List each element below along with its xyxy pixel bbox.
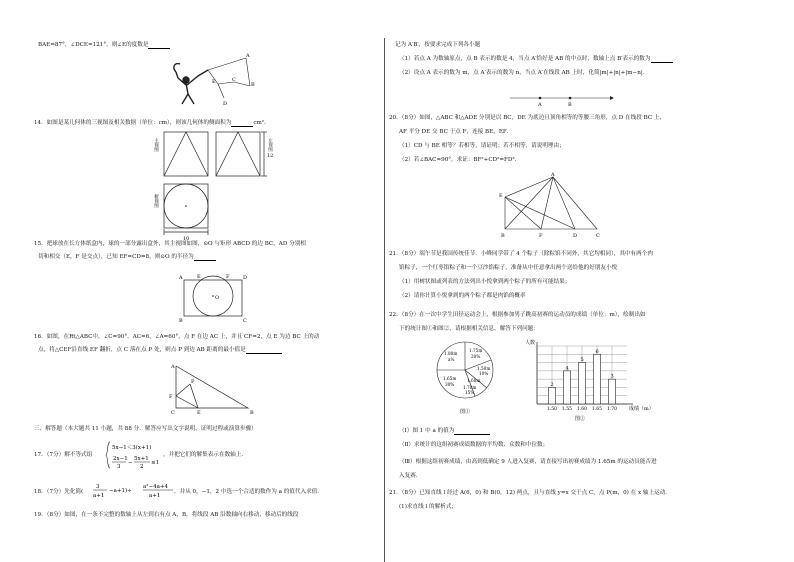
top-view-label: 俯视图	[153, 194, 159, 208]
q14-text: 14．如图是某几何体的三视图及相关数据（单位：cm），则该几何体的侧面积为 cm²．	[34, 120, 270, 126]
point-label-B: B	[250, 410, 254, 416]
q21a-line2: 馅粽子，一个红枣馅粽子和一个豆沙馅粽子，准备从中任意拿出两个送给他的好朋友小悦	[399, 265, 618, 271]
q22-line1: 22．（8分）在一次中学生田径运动会上，根据参加男子跳高初赛的运动员的成绩（单位：m），绘制出如	[389, 312, 646, 318]
pie-chart	[435, 340, 515, 420]
point-label-A: A	[246, 53, 250, 59]
x-tick-label: 1.65	[592, 407, 603, 412]
three-view-figure	[146, 130, 286, 240]
point-label-E: E	[197, 410, 201, 416]
dimension-width: 10	[183, 236, 190, 242]
q15-line1: 15．把球放在长方体纸盒内，球的一部分露出盒外，其主视图如图，⊙O 与矩形 ABCD 的边 BC，AD 分别相	[34, 241, 306, 247]
bar-chart	[525, 338, 665, 423]
q15-figure	[178, 272, 258, 322]
q13-figure	[168, 52, 288, 112]
point-label-A: A	[171, 364, 175, 370]
pie-label: 20%	[471, 354, 481, 359]
column-divider	[384, 38, 385, 562]
point-label-A: A	[551, 172, 555, 178]
y-axis-label: 人数	[525, 340, 536, 346]
pie-label: 1.80m	[444, 351, 458, 356]
dimension-height: 12	[267, 153, 274, 159]
pie-label: 1.70m	[463, 385, 477, 390]
q22-part3-cont: 入复赛．	[399, 473, 422, 479]
pie-label: a%	[448, 357, 455, 362]
q21a-line4: （2）请你计算小悦拿到的两个粽子都是肉馅的概率	[399, 293, 526, 299]
point-label-F: F	[169, 394, 173, 400]
q19-part1: （1）若点 A 为数轴原点，点 B 表示的数是 4，当点 A′恰好是 AB 的中点时，数轴上点 B′表示的数为	[399, 56, 673, 63]
side-view-label: 左视图	[267, 138, 273, 152]
q17-prefix: 17．（7分）解不等式组	[34, 452, 93, 458]
point-label-C: C	[596, 233, 600, 239]
q21b-line2: (1)求直线 l 的解析式；	[399, 504, 458, 510]
point-label-O: O	[215, 295, 220, 301]
q17-suffix: ，并把它们的解集表示在数轴上．	[163, 452, 247, 458]
bar-value-label: 6	[595, 348, 599, 355]
bar-value-label: 4	[565, 365, 569, 372]
inequality-2-num2: 5x+1	[134, 456, 149, 462]
answer-blank	[231, 121, 253, 127]
point-label-A: A	[179, 275, 183, 281]
answer-blank	[246, 348, 282, 354]
pie-label: 1.60m	[467, 378, 481, 383]
inequality-2-den1: 3	[117, 464, 121, 470]
pie-label: 1.65m	[443, 376, 457, 381]
pie-label: 1.75m	[469, 348, 483, 353]
point-label-F: F	[539, 233, 543, 239]
point-label-C: C	[232, 77, 236, 83]
q19-text: 19．（8分）如图，在一条不完整的数轴上从左到右有点 A，B，将线段 AB 沿数轴向右移动，移动后的线段	[34, 512, 299, 518]
q18-suffix: ，并从 0，−1，2 中选一个合适的数作为 a 的值代入求值．	[174, 489, 323, 495]
point-label-E: E	[212, 79, 216, 85]
q20-line3: （1）CD 与 BE 相等？若相等，请证明；若不相等，请说明理由；	[399, 143, 565, 149]
q21a-line1: 21．（8分）端午节是我国传统佳节．小峰同学带了 4 个粽子（除粽馅不同外，其它均相同），其中有两个肉	[389, 251, 653, 257]
chart-ticks	[547, 406, 617, 412]
bar	[609, 379, 616, 404]
point-label-B: B	[251, 82, 255, 88]
inequality-2-num1: 2x−1	[113, 456, 128, 462]
pie-label: 15%	[465, 390, 475, 395]
figure-1-caption: 图①	[460, 409, 471, 415]
q19-part2: （2）设点 A 表示的数为 m，点 A′表示的数为 n，当点 A′在线段 AB 上时，化简|m|+|n|+|m−n|．	[399, 70, 649, 76]
figure-2-caption: 图②	[575, 416, 586, 422]
point-label-D: D	[243, 275, 248, 281]
inequality-1: 5x−1＜3(x+1)	[112, 445, 152, 451]
q15-line2: 切和相交（E，F 是交点），已知 EF=CD=8，则⊙O 的半径为	[38, 254, 216, 261]
fraction-2-denominator: a+1	[149, 493, 161, 499]
x-tick-label: 1.50	[547, 407, 558, 412]
q18-prefix: 18．（7分）先化简(	[34, 489, 84, 495]
point-label-B: B	[501, 233, 505, 239]
bar	[594, 354, 601, 404]
q19-continued: 记为 A′B′，按要求完成下列各小题	[395, 42, 481, 48]
q20-line2: AF 平分 DE 交 BC 于点 F，连接 BE，EF．	[399, 129, 513, 135]
q16-line2: 点，将△CEF沿直线 EF 翻折，点 C 落在点 P 处，则点 P 到边 AB 距离的最小值是	[38, 347, 282, 354]
answer-blank	[454, 429, 490, 435]
right-column	[389, 0, 767, 562]
x-tick-label: 1.60	[577, 407, 588, 412]
fraction-2-numerator: a²−4a+4	[143, 484, 168, 490]
q16-figure	[168, 362, 268, 417]
x-axis-label: 成绩（m）	[629, 406, 654, 412]
q22-part2: （Ⅱ）求统计的这组初赛成绩数据的平均数、众数和中位数；	[399, 442, 549, 448]
bar-value-label: 3	[610, 373, 614, 380]
x-tick-label: 1.70	[607, 407, 618, 412]
q22-part1: （Ⅰ）图 1 中 a 的值为	[399, 428, 490, 435]
fraction-1-denominator: a+1	[93, 493, 105, 499]
q16-line1: 16．如图，在Rt△ABC中，∠C=90°，AC=6，∠A=60°，点 F 在边 AC 上，并且 CF=2，点 E 为边 BC 上的动	[34, 334, 320, 340]
fraction-1-numerator: 3	[96, 484, 100, 490]
bar-value-label: 2	[550, 381, 554, 388]
q20-figure	[495, 173, 605, 243]
point-label-E: E	[197, 274, 201, 280]
q20-line4: （2）若∠BAC=90°，求证：BF²+CD²=FD²．	[399, 157, 521, 163]
point-label-E: E	[499, 193, 503, 199]
point-label-B: B	[179, 318, 183, 324]
point-label-C: C	[171, 410, 175, 416]
q20-line1: 20．（8分）如图，△ABC 和△ADE 分别是以 BC，DE 为底边且顶角相等的等腰三角形，点 D 在线段 BC 上，	[389, 115, 666, 121]
section-3-heading: 三、解答题（本大题共 11 小题，共 88 分．解答应写出文字说明、证明过程或演算步骤）	[34, 426, 257, 432]
point-label-A: A	[538, 102, 542, 108]
gymnast-image	[174, 64, 208, 104]
q13-tail: BAE=87°，∠DCE=121°，则∠E的度数是	[38, 42, 170, 49]
inequality-2-tail: ≤1	[151, 460, 160, 466]
inequality-2-den2: 2	[140, 464, 144, 470]
q18-middle: −a+1)÷	[109, 488, 132, 494]
pie-label: 10%	[479, 371, 489, 376]
left-column	[34, 0, 378, 562]
bar	[549, 387, 556, 404]
answer-blank	[148, 43, 170, 49]
point-label-C: C	[243, 318, 247, 324]
pie-label: 1.50m	[477, 366, 491, 371]
bar	[579, 363, 586, 404]
q22-line2: 下的统计图①和图②，请根据相关信息，解答下列问题：	[399, 326, 539, 332]
answer-blank	[651, 57, 673, 63]
q21a-line3: （1）用树状图或列表的方法列出小悦拿到两个粽子的所有可能结果；	[399, 279, 571, 285]
point-label-B: B	[568, 102, 572, 108]
svg-text:−: −	[128, 460, 133, 466]
number-line-figure	[510, 93, 620, 107]
point-label-P: P	[191, 379, 195, 385]
x-tick-label: 1.55	[562, 407, 573, 412]
q21b-line1: 21．（8分）已知直线 l 经过 A(6，0) 和 B(0，12) 两点，且与直线 y=x 交于点 C，点 P(m，0) 在 x 轴上运动．	[389, 490, 671, 496]
pie-label: 30%	[445, 382, 455, 387]
point-label-D: D	[223, 101, 228, 107]
point-label-D: D	[573, 233, 578, 239]
point-label-F: F	[226, 274, 230, 280]
q22-part3: （Ⅲ）根据这组初赛成绩，由高到低确定 9 人进入复赛，请直接写出初赛成绩为 1.65m 的运动员能否进	[399, 459, 657, 465]
front-view-label: 主视图	[153, 138, 159, 152]
bar-value-label: 5	[580, 357, 584, 364]
answer-blank	[194, 255, 216, 261]
bar	[564, 371, 571, 404]
